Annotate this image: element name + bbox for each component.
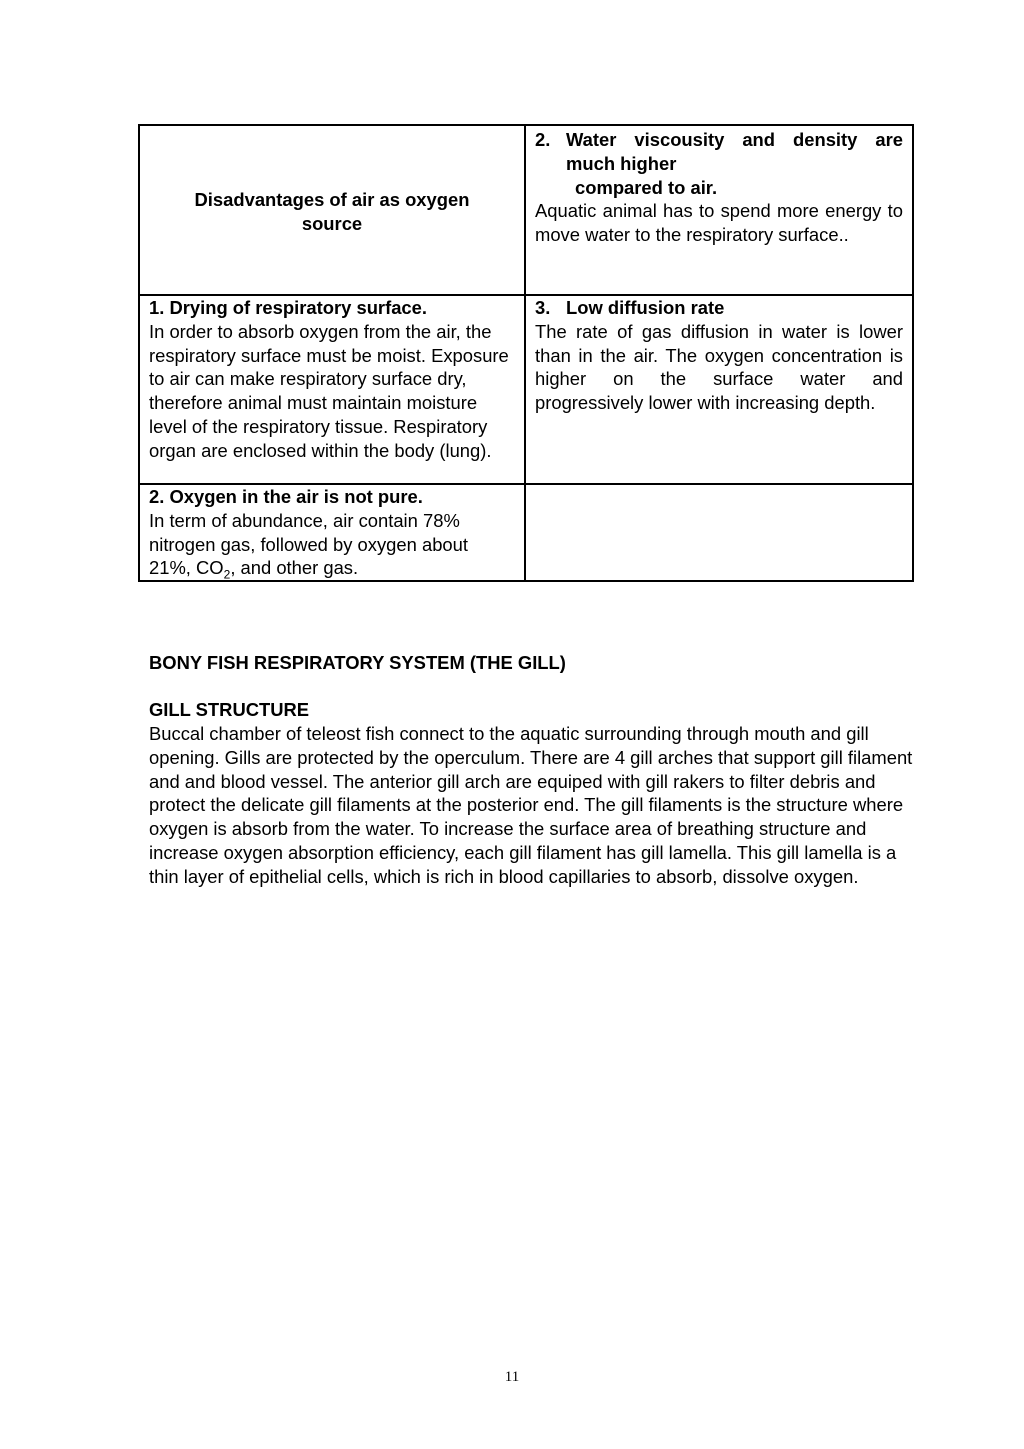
item-number: 3. [535, 297, 551, 318]
item-body: In order to absorb oxygen from the air, the respiratory surface must be moist. Exposure to air can make respiratory surface dry, therefore animal must maintain moisture level of the respiratory tissue. Respiratory organ are enclosed within the body (lung). [149, 320, 509, 461]
table-cell-water-viscosity [525, 125, 913, 295]
table-row [139, 295, 913, 484]
item-heading [535, 128, 903, 176]
section-heading: BONY FISH RESPIRATORY SYSTEM (THE GILL) [149, 652, 566, 673]
item-title-continued: compared to air. [575, 176, 718, 198]
item-body-text: In term of abundance, air contain 78% nitrogen gas, followed by oxygen about 21%, CO [149, 509, 468, 579]
gill-structure-paragraph: Buccal chamber of teleost fish connect to the aquatic surrounding through mouth and gill opening. Gills are protected by the operculum. There are 4 gill arches that support gill filament and and blood vessel. The anterior gill arch are equiped with gill rakers to filter debris and protect the delicate gill filaments at the posterior end. The gill filaments is the structure where oxygen is absorb from the water. To increase the surface area of breathing structure and increase oxygen absorption efficiency, each gill filament has gill lamella. This gill lamella is a thin layer of epithelial cells, which is rich in blood capillaries to absorb, dissolve oxygen. [149, 723, 913, 887]
table-row [139, 125, 913, 295]
table-cell-diffusion [525, 295, 913, 484]
table-row [139, 484, 913, 581]
subscript-2: 2 [223, 568, 231, 583]
table-header-cell [139, 125, 525, 295]
item-body [149, 509, 515, 583]
subsection-heading: GILL STRUCTURE [149, 699, 310, 720]
item-body-text-end: , and other gas. [230, 557, 359, 579]
item-title: 1. Drying of respiratory surface. [149, 297, 427, 318]
item-body: The rate of gas diffusion in water is lower than in the air. The oxygen concentration is higher on the surface water and progressively lower with increasing depth. [535, 320, 903, 414]
table-cell-empty [525, 484, 913, 581]
item-body: Aquatic animal has to spend more energy to move water to the respiratory surface.. [535, 200, 903, 246]
item-title: Water viscousity and density are much higher [566, 129, 903, 174]
disadvantages-table [138, 124, 914, 582]
item-title: 2. Oxygen in the air is not pure. [149, 486, 423, 507]
item-heading [535, 296, 903, 320]
item-number: 2. [535, 129, 551, 150]
table-cell-drying [139, 295, 525, 484]
table-cell-oxygen-purity [139, 484, 525, 581]
page-number: 11 [504, 1369, 520, 1385]
item-title: Low diffusion rate [566, 297, 725, 318]
table-header-text: Disadvantages of air as oxygen source [194, 189, 470, 234]
